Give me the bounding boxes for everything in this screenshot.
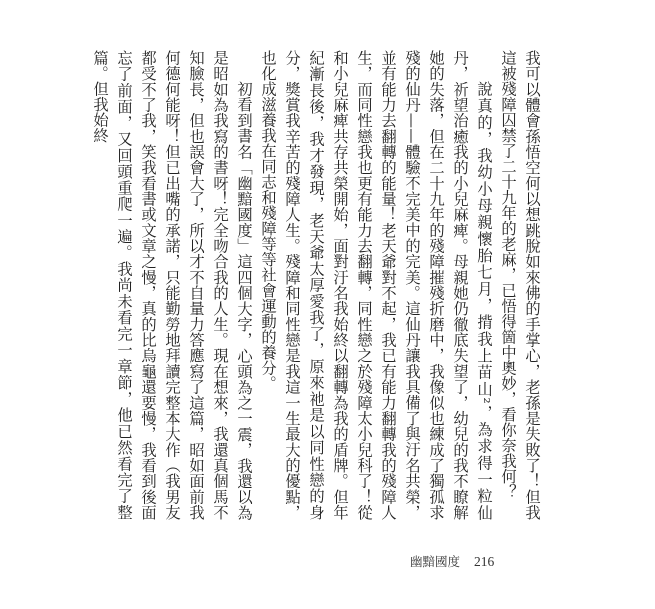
page-footer xyxy=(410,552,494,570)
running-title: 幽黯國度 xyxy=(410,554,461,569)
paragraph-3: 初看到書名「幽黯國度」這四個大字，心頭為之一震，我還以為是昭如為我寫的書呀！完全吻合我的人生。現在想來，我還真個馬不知臉長，但也誤會大了，所以才不自量力答應寫了這篇，昭如面前我何德何能呀！但已出嘴的承諾，只能勤勞地拜讀完整本大作（我男友都受不了我，笑我看書或文章之慢，真的比烏龜還要慢，我看到後面忘了前面，又回頭重爬一遍。我尚未看完一章節，他已然看完了整篇。但我始終 xyxy=(91,50,253,520)
body-text xyxy=(91,50,544,520)
page-number: 216 xyxy=(474,554,495,569)
paragraph-2: 說真的，我幼小母親懷胎七月，揹我上苗山²，為求得一粒仙丹，祈望治癒我的小兒麻痺。母親她仍徹底失望了，幼兒的我不瞭解她的失落，但在二十九年的殘障摧殘折磨中，我像似也練成了獨孤求殘的仙丹——體驗不完美中的完美。這仙丹讓我具備了與汙名共榮，並有能力去翻轉的能量！老天爺對不起，我已有能力翻轉我的殘障人生，而同性戀我也更有能力去翻轉，同性戀之於殘障太小兒科了！從和小兒麻痺共存共榮開始，面對汙名我始終以翻轉為我的盾牌。但年紀漸長後，我才發現，老天爺太厚愛我了，原來祂是以同性戀的身分，獎賞我辛苦的殘障人生。殘障和同性戀是我這一生最大的優點，也化成滋養我在同志和殘障等等社會運動的養分。 xyxy=(259,50,493,520)
paragraph-1: 我可以體會孫悟空何以想跳脫如來佛的手掌心，老孫是失敗了！但我這被殘障囚禁了二十九年的老麻，已悟得箇中奧妙，看你奈我何？ xyxy=(499,50,541,520)
